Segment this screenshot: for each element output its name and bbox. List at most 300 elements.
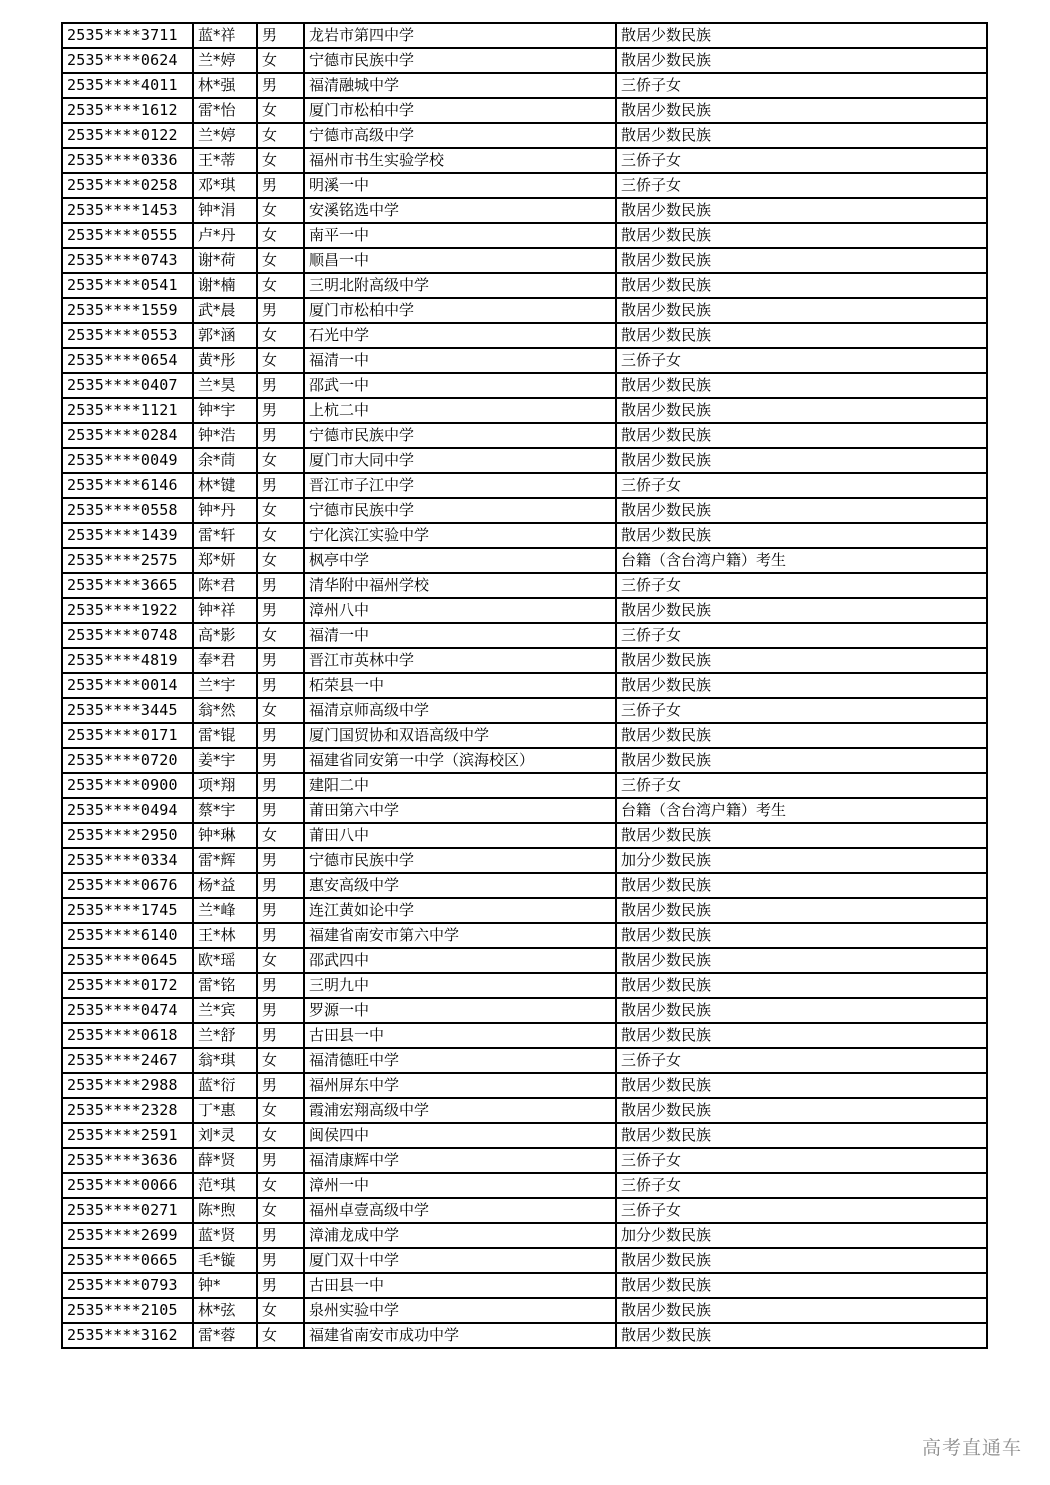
category-cell: 散居少数民族 — [616, 1073, 987, 1098]
candidate-id-cell: 2535****6146 — [62, 473, 193, 498]
school-cell: 厦门市松柏中学 — [304, 98, 616, 123]
category-cell: 散居少数民族 — [616, 48, 987, 73]
school-cell: 古田县一中 — [304, 1273, 616, 1298]
table-row — [62, 173, 987, 198]
school-cell: 福建省南安市成功中学 — [304, 1323, 616, 1348]
table-row — [62, 73, 987, 98]
table-row — [62, 973, 987, 998]
candidate-id-cell: 2535****3445 — [62, 698, 193, 723]
table-row — [62, 348, 987, 373]
school-cell: 安溪铭选中学 — [304, 198, 616, 223]
gender-cell: 男 — [257, 723, 304, 748]
candidate-name-cell: 兰*宾 — [193, 998, 257, 1023]
candidate-id-cell: 2535****0014 — [62, 673, 193, 698]
gender-cell: 女 — [257, 948, 304, 973]
category-cell: 三侨子女 — [616, 473, 987, 498]
gender-cell: 男 — [257, 1148, 304, 1173]
candidate-id-cell: 2535****0494 — [62, 798, 193, 823]
category-cell: 散居少数民族 — [616, 1023, 987, 1048]
category-cell: 加分少数民族 — [616, 848, 987, 873]
candidate-name-cell: 雷*轩 — [193, 523, 257, 548]
category-cell: 三侨子女 — [616, 773, 987, 798]
school-cell: 厦门市大同中学 — [304, 448, 616, 473]
candidate-id-cell: 2535****0793 — [62, 1273, 193, 1298]
candidate-id-cell: 2535****0336 — [62, 148, 193, 173]
category-cell: 散居少数民族 — [616, 823, 987, 848]
school-cell: 宁德市民族中学 — [304, 48, 616, 73]
category-cell: 散居少数民族 — [616, 423, 987, 448]
table-row — [62, 1023, 987, 1048]
candidate-name-cell: 林*强 — [193, 73, 257, 98]
table-row — [62, 1248, 987, 1273]
candidate-name-cell: 陈*煦 — [193, 1198, 257, 1223]
gender-cell: 女 — [257, 148, 304, 173]
candidate-name-cell: 高*影 — [193, 623, 257, 648]
candidate-id-cell: 2535****0066 — [62, 1173, 193, 1198]
candidate-id-cell: 2535****0654 — [62, 348, 193, 373]
candidate-name-cell: 郑*妍 — [193, 548, 257, 573]
gender-cell: 男 — [257, 23, 304, 48]
gender-cell: 女 — [257, 448, 304, 473]
candidate-name-cell: 林*键 — [193, 473, 257, 498]
candidate-id-cell: 2535****0407 — [62, 373, 193, 398]
category-cell: 三侨子女 — [616, 173, 987, 198]
candidate-id-cell: 2535****0558 — [62, 498, 193, 523]
category-cell: 散居少数民族 — [616, 898, 987, 923]
gender-cell: 男 — [257, 923, 304, 948]
table-row — [62, 898, 987, 923]
gender-cell: 男 — [257, 1248, 304, 1273]
school-cell: 柘荣县一中 — [304, 673, 616, 698]
candidate-id-cell: 2535****0900 — [62, 773, 193, 798]
school-cell: 龙岩市第四中学 — [304, 23, 616, 48]
gender-cell: 男 — [257, 673, 304, 698]
candidate-name-cell: 郭*涵 — [193, 323, 257, 348]
gender-cell: 女 — [257, 1098, 304, 1123]
table-row — [62, 98, 987, 123]
category-cell: 散居少数民族 — [616, 98, 987, 123]
school-cell: 罗源一中 — [304, 998, 616, 1023]
school-cell: 宁德市民族中学 — [304, 848, 616, 873]
gender-cell: 男 — [257, 1223, 304, 1248]
candidate-name-cell: 蓝*祥 — [193, 23, 257, 48]
gender-cell: 男 — [257, 298, 304, 323]
table-row — [62, 523, 987, 548]
table-row — [62, 148, 987, 173]
school-cell: 清华附中福州学校 — [304, 573, 616, 598]
table-row — [62, 323, 987, 348]
watermark-text: 高考直通车 — [921, 1437, 1022, 1459]
school-cell: 晋江市子江中学 — [304, 473, 616, 498]
category-cell: 散居少数民族 — [616, 23, 987, 48]
table-row — [62, 1198, 987, 1223]
table-row — [62, 673, 987, 698]
school-cell: 莆田八中 — [304, 823, 616, 848]
category-cell: 三侨子女 — [616, 1173, 987, 1198]
candidate-id-cell: 2535****3162 — [62, 1323, 193, 1348]
school-cell: 厦门国贸协和双语高级中学 — [304, 723, 616, 748]
table-row — [62, 1123, 987, 1148]
gender-cell: 女 — [257, 348, 304, 373]
category-cell: 三侨子女 — [616, 1148, 987, 1173]
school-cell: 邵武四中 — [304, 948, 616, 973]
candidate-table-body — [62, 23, 987, 1348]
category-cell: 散居少数民族 — [616, 498, 987, 523]
gender-cell: 女 — [257, 273, 304, 298]
category-cell: 散居少数民族 — [616, 248, 987, 273]
gender-cell: 女 — [257, 1198, 304, 1223]
category-cell: 散居少数民族 — [616, 298, 987, 323]
gender-cell: 男 — [257, 898, 304, 923]
candidate-name-cell: 蔡*宇 — [193, 798, 257, 823]
candidate-id-cell: 2535****0284 — [62, 423, 193, 448]
gender-cell: 男 — [257, 1023, 304, 1048]
candidate-id-cell: 2535****3636 — [62, 1148, 193, 1173]
school-cell: 莆田第六中学 — [304, 798, 616, 823]
candidate-name-cell: 奉*君 — [193, 648, 257, 673]
candidate-name-cell: 钟*浩 — [193, 423, 257, 448]
table-row — [62, 773, 987, 798]
table-row — [62, 473, 987, 498]
school-cell: 福清德旺中学 — [304, 1048, 616, 1073]
school-cell: 厦门双十中学 — [304, 1248, 616, 1273]
table-row — [62, 123, 987, 148]
candidate-id-cell: 2535****0676 — [62, 873, 193, 898]
school-cell: 三明九中 — [304, 973, 616, 998]
gender-cell: 男 — [257, 998, 304, 1023]
gender-cell: 男 — [257, 173, 304, 198]
school-cell: 厦门市松柏中学 — [304, 298, 616, 323]
candidate-name-cell: 武*晨 — [193, 298, 257, 323]
table-row — [62, 748, 987, 773]
school-cell: 福建省南安市第六中学 — [304, 923, 616, 948]
gender-cell: 女 — [257, 498, 304, 523]
category-cell: 散居少数民族 — [616, 1323, 987, 1348]
candidate-id-cell: 2535****0618 — [62, 1023, 193, 1048]
table-row — [62, 873, 987, 898]
category-cell: 散居少数民族 — [616, 448, 987, 473]
candidate-name-cell: 卢*丹 — [193, 223, 257, 248]
table-row — [62, 1073, 987, 1098]
school-cell: 福清融城中学 — [304, 73, 616, 98]
school-cell: 闽侯四中 — [304, 1123, 616, 1148]
school-cell: 晋江市英林中学 — [304, 648, 616, 673]
gender-cell: 女 — [257, 623, 304, 648]
school-cell: 建阳二中 — [304, 773, 616, 798]
table-row — [62, 848, 987, 873]
gender-cell: 男 — [257, 473, 304, 498]
category-cell: 散居少数民族 — [616, 723, 987, 748]
school-cell: 惠安高级中学 — [304, 873, 616, 898]
candidate-id-cell: 2535****1439 — [62, 523, 193, 548]
table-row — [62, 273, 987, 298]
candidate-name-cell: 王*蒂 — [193, 148, 257, 173]
table-row — [62, 698, 987, 723]
category-cell: 散居少数民族 — [616, 123, 987, 148]
gender-cell: 女 — [257, 548, 304, 573]
gender-cell: 女 — [257, 198, 304, 223]
candidate-id-cell: 2535****1559 — [62, 298, 193, 323]
gender-cell: 男 — [257, 748, 304, 773]
candidate-name-cell: 王*林 — [193, 923, 257, 948]
candidate-id-cell: 2535****0474 — [62, 998, 193, 1023]
category-cell: 散居少数民族 — [616, 1248, 987, 1273]
table-row — [62, 298, 987, 323]
candidate-id-cell: 2535****0748 — [62, 623, 193, 648]
candidate-name-cell: 杨*益 — [193, 873, 257, 898]
school-cell: 明溪一中 — [304, 173, 616, 198]
category-cell: 三侨子女 — [616, 348, 987, 373]
candidate-name-cell: 钟*涓 — [193, 198, 257, 223]
candidate-id-cell: 2535****0645 — [62, 948, 193, 973]
gender-cell: 女 — [257, 223, 304, 248]
table-row — [62, 723, 987, 748]
table-row — [62, 948, 987, 973]
gender-cell: 男 — [257, 423, 304, 448]
candidate-id-cell: 2535****0271 — [62, 1198, 193, 1223]
candidate-id-cell: 2535****1745 — [62, 898, 193, 923]
gender-cell: 女 — [257, 1323, 304, 1348]
table-row — [62, 423, 987, 448]
school-cell: 宁化滨江实验中学 — [304, 523, 616, 548]
candidate-id-cell: 2535****1121 — [62, 398, 193, 423]
candidate-name-cell: 范*琪 — [193, 1173, 257, 1198]
category-cell: 台籍（含台湾户籍）考生 — [616, 798, 987, 823]
candidate-name-cell: 兰*昊 — [193, 373, 257, 398]
category-cell: 散居少数民族 — [616, 648, 987, 673]
gender-cell: 男 — [257, 873, 304, 898]
school-cell: 福清康辉中学 — [304, 1148, 616, 1173]
candidate-id-cell: 2535****1922 — [62, 598, 193, 623]
candidate-id-cell: 2535****3665 — [62, 573, 193, 598]
school-cell: 漳浦龙成中学 — [304, 1223, 616, 1248]
school-cell: 漳州八中 — [304, 598, 616, 623]
candidate-name-cell: 黄*彤 — [193, 348, 257, 373]
candidate-id-cell: 2535****6140 — [62, 923, 193, 948]
gender-cell: 女 — [257, 98, 304, 123]
category-cell: 散居少数民族 — [616, 948, 987, 973]
candidate-id-cell: 2535****0172 — [62, 973, 193, 998]
table-row — [62, 798, 987, 823]
table-row — [62, 398, 987, 423]
gender-cell: 男 — [257, 573, 304, 598]
category-cell: 散居少数民族 — [616, 598, 987, 623]
gender-cell: 男 — [257, 373, 304, 398]
gender-cell: 男 — [257, 973, 304, 998]
category-cell: 散居少数民族 — [616, 973, 987, 998]
candidate-id-cell: 2535****0122 — [62, 123, 193, 148]
candidate-name-cell: 谢*楠 — [193, 273, 257, 298]
candidate-name-cell: 姜*宇 — [193, 748, 257, 773]
category-cell: 散居少数民族 — [616, 1098, 987, 1123]
gender-cell: 女 — [257, 123, 304, 148]
category-cell: 三侨子女 — [616, 1198, 987, 1223]
table-row — [62, 1298, 987, 1323]
category-cell: 散居少数民族 — [616, 398, 987, 423]
school-cell: 福州市书生实验学校 — [304, 148, 616, 173]
candidate-name-cell: 钟*丹 — [193, 498, 257, 523]
table-row — [62, 448, 987, 473]
candidate-id-cell: 2535****0665 — [62, 1248, 193, 1273]
gender-cell: 女 — [257, 323, 304, 348]
school-cell: 上杭二中 — [304, 398, 616, 423]
candidate-name-cell: 雷*辉 — [193, 848, 257, 873]
category-cell: 散居少数民族 — [616, 273, 987, 298]
category-cell: 散居少数民族 — [616, 1298, 987, 1323]
school-cell: 枫亭中学 — [304, 548, 616, 573]
candidate-name-cell: 翁*然 — [193, 698, 257, 723]
candidate-name-cell: 蓝*贤 — [193, 1223, 257, 1248]
table-row — [62, 373, 987, 398]
candidate-id-cell: 2535****0334 — [62, 848, 193, 873]
candidate-id-cell: 2535****4819 — [62, 648, 193, 673]
candidate-name-cell: 钟*祥 — [193, 598, 257, 623]
school-cell: 宁德市民族中学 — [304, 498, 616, 523]
school-cell: 邵武一中 — [304, 373, 616, 398]
gender-cell: 男 — [257, 848, 304, 873]
school-cell: 三明北附高级中学 — [304, 273, 616, 298]
candidate-name-cell: 欧*瑶 — [193, 948, 257, 973]
gender-cell: 男 — [257, 1273, 304, 1298]
candidate-id-cell: 2535****2467 — [62, 1048, 193, 1073]
category-cell: 三侨子女 — [616, 148, 987, 173]
candidate-name-cell: 邓*琪 — [193, 173, 257, 198]
candidate-id-cell: 2535****2575 — [62, 548, 193, 573]
table-row — [62, 1098, 987, 1123]
category-cell: 三侨子女 — [616, 623, 987, 648]
gender-cell: 女 — [257, 248, 304, 273]
category-cell: 散居少数民族 — [616, 198, 987, 223]
table-row — [62, 1273, 987, 1298]
school-cell: 福清一中 — [304, 623, 616, 648]
gender-cell: 男 — [257, 648, 304, 673]
category-cell: 散居少数民族 — [616, 923, 987, 948]
candidate-name-cell: 雷*锟 — [193, 723, 257, 748]
candidate-id-cell: 2535****1612 — [62, 98, 193, 123]
candidate-id-cell: 2535****4011 — [62, 73, 193, 98]
school-cell: 石光中学 — [304, 323, 616, 348]
candidate-name-cell: 林*弦 — [193, 1298, 257, 1323]
table-row — [62, 598, 987, 623]
gender-cell: 男 — [257, 398, 304, 423]
candidate-name-cell: 雷*铭 — [193, 973, 257, 998]
candidate-id-cell: 2535****0541 — [62, 273, 193, 298]
table-row — [62, 548, 987, 573]
candidate-name-cell: 毛*镟 — [193, 1248, 257, 1273]
category-cell: 散居少数民族 — [616, 1123, 987, 1148]
category-cell: 散居少数民族 — [616, 998, 987, 1023]
gender-cell: 女 — [257, 1123, 304, 1148]
gender-cell: 男 — [257, 773, 304, 798]
candidate-name-cell: 陈*君 — [193, 573, 257, 598]
candidate-id-cell: 2535****2105 — [62, 1298, 193, 1323]
candidate-id-cell: 2535****0555 — [62, 223, 193, 248]
category-cell: 散居少数民族 — [616, 1273, 987, 1298]
candidate-name-cell: 刘*灵 — [193, 1123, 257, 1148]
category-cell: 三侨子女 — [616, 1048, 987, 1073]
candidate-name-cell: 薛*贤 — [193, 1148, 257, 1173]
table-row — [62, 1223, 987, 1248]
table-row — [62, 248, 987, 273]
candidate-name-cell: 余*茼 — [193, 448, 257, 473]
table-row — [62, 998, 987, 1023]
candidate-name-cell: 兰*婷 — [193, 48, 257, 73]
candidate-name-cell: 项*翔 — [193, 773, 257, 798]
candidate-id-cell: 2535****2988 — [62, 1073, 193, 1098]
table-row — [62, 23, 987, 48]
gender-cell: 女 — [257, 1298, 304, 1323]
candidate-id-cell: 2535****0258 — [62, 173, 193, 198]
table-row — [62, 823, 987, 848]
candidate-id-cell: 2535****0624 — [62, 48, 193, 73]
table-row — [62, 223, 987, 248]
school-cell: 宁德市民族中学 — [304, 423, 616, 448]
category-cell: 散居少数民族 — [616, 223, 987, 248]
candidate-id-cell: 2535****1453 — [62, 198, 193, 223]
candidate-name-cell: 兰*宇 — [193, 673, 257, 698]
table-row — [62, 198, 987, 223]
school-cell: 福清一中 — [304, 348, 616, 373]
candidate-id-cell: 2535****3711 — [62, 23, 193, 48]
gender-cell: 女 — [257, 1048, 304, 1073]
candidate-id-cell: 2535****0171 — [62, 723, 193, 748]
table-row — [62, 48, 987, 73]
school-cell: 泉州实验中学 — [304, 1298, 616, 1323]
table-row — [62, 498, 987, 523]
category-cell: 台籍（含台湾户籍）考生 — [616, 548, 987, 573]
table-row — [62, 1173, 987, 1198]
category-cell: 加分少数民族 — [616, 1223, 987, 1248]
category-cell: 三侨子女 — [616, 73, 987, 98]
category-cell: 散居少数民族 — [616, 748, 987, 773]
candidate-name-cell: 雷*蓉 — [193, 1323, 257, 1348]
table-row — [62, 648, 987, 673]
candidate-name-cell: 兰*舒 — [193, 1023, 257, 1048]
gender-cell: 女 — [257, 823, 304, 848]
candidate-name-cell: 丁*惠 — [193, 1098, 257, 1123]
candidate-id-cell: 2535****2328 — [62, 1098, 193, 1123]
school-cell: 南平一中 — [304, 223, 616, 248]
category-cell: 散居少数民族 — [616, 673, 987, 698]
candidate-name-cell: 翁*琪 — [193, 1048, 257, 1073]
school-cell: 福州屏东中学 — [304, 1073, 616, 1098]
candidate-id-cell: 2535****0743 — [62, 248, 193, 273]
gender-cell: 男 — [257, 598, 304, 623]
gender-cell: 男 — [257, 1073, 304, 1098]
gender-cell: 女 — [257, 523, 304, 548]
candidate-name-cell: 钟* — [193, 1273, 257, 1298]
category-cell: 三侨子女 — [616, 573, 987, 598]
candidate-name-cell: 钟*琳 — [193, 823, 257, 848]
school-cell: 宁德市高级中学 — [304, 123, 616, 148]
category-cell: 散居少数民族 — [616, 323, 987, 348]
candidate-id-cell: 2535****2591 — [62, 1123, 193, 1148]
candidate-table — [61, 22, 988, 1349]
table-row — [62, 1323, 987, 1348]
school-cell: 福建省同安第一中学（滨海校区） — [304, 748, 616, 773]
school-cell: 连江黄如论中学 — [304, 898, 616, 923]
category-cell: 散居少数民族 — [616, 873, 987, 898]
candidate-id-cell: 2535****0049 — [62, 448, 193, 473]
candidate-id-cell: 2535****0553 — [62, 323, 193, 348]
school-cell: 顺昌一中 — [304, 248, 616, 273]
candidate-name-cell: 钟*宇 — [193, 398, 257, 423]
gender-cell: 女 — [257, 698, 304, 723]
category-cell: 散居少数民族 — [616, 373, 987, 398]
school-cell: 福清京师高级中学 — [304, 698, 616, 723]
gender-cell: 男 — [257, 73, 304, 98]
gender-cell: 男 — [257, 798, 304, 823]
